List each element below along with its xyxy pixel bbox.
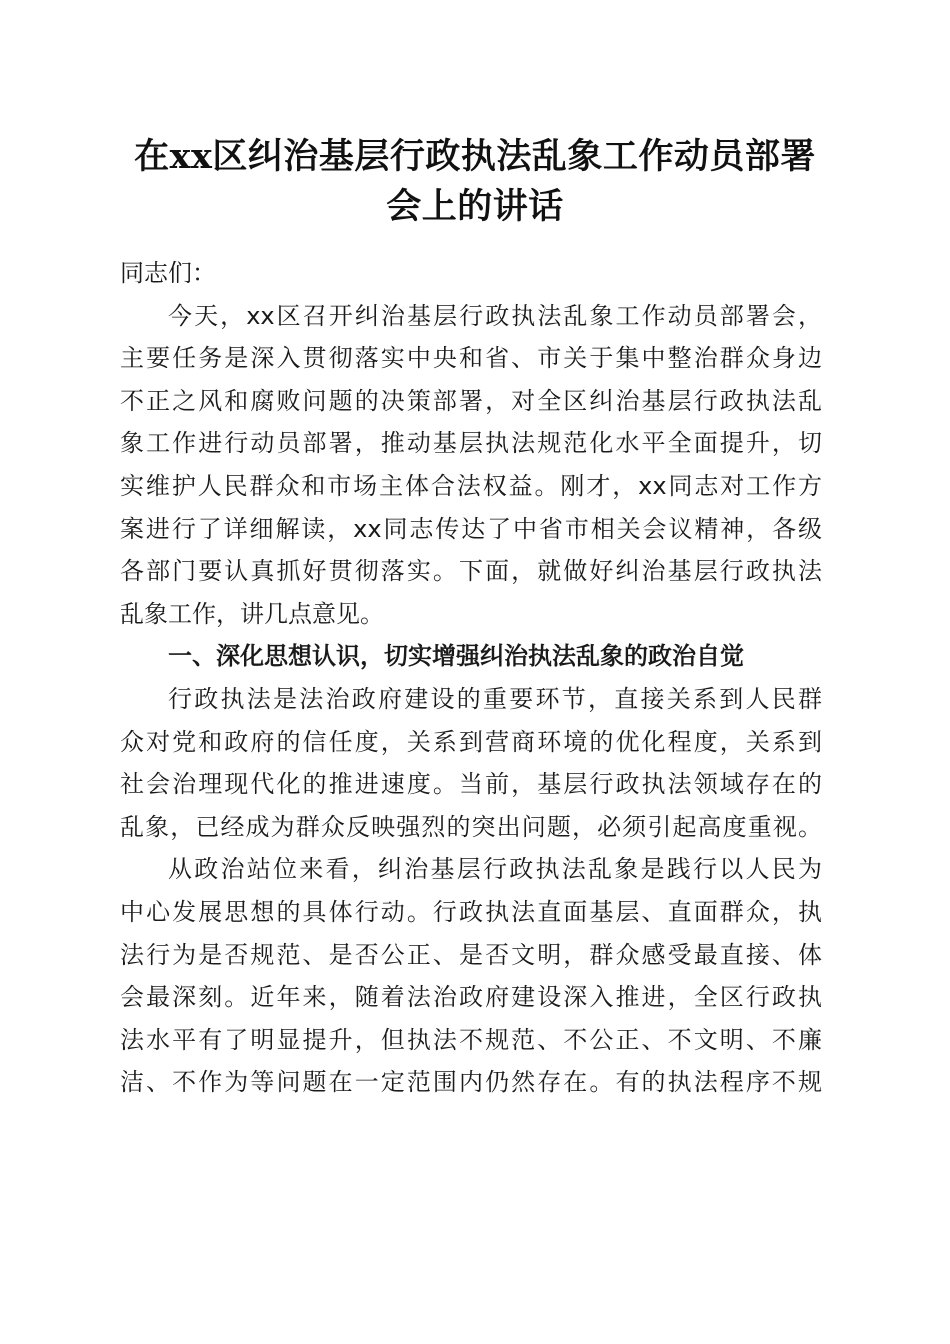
document-title xyxy=(110,132,840,232)
paragraph-line: 案进行了详细解读，xx同志传达了中省市相关会议精神，各级 xyxy=(120,514,822,543)
paragraph-line: 今天，xx区召开纠治基层行政执法乱象工作动员部署会， xyxy=(168,301,822,330)
paragraph-line: 行政执法是法治政府建设的重要环节，直接关系到人民群 xyxy=(168,684,822,713)
paragraph-line: 从政治站位来看，纠治基层行政执法乱象是践行以人民为 xyxy=(168,855,822,884)
paragraph-intro xyxy=(120,295,822,636)
paragraph-line: 洁、不作为等问题在一定范围内仍然存在。有的执法程序不规 xyxy=(120,1068,822,1097)
paragraph-line: 中心发展思想的具体行动。行政执法直面基层、直面群众，执 xyxy=(120,897,822,926)
paragraph-line: 实维护人民群众和市场主体合法权益。刚才，xx同志对工作方 xyxy=(120,471,822,500)
paragraph-line: 主要任务是深入贯彻落实中央和省、市关于集中整治群众身边 xyxy=(120,344,822,373)
salutation: 同志们： xyxy=(120,259,216,287)
paragraph-line: 各部门要认真抓好贯彻落实。下面，就做好纠治基层行政执法 xyxy=(120,557,822,586)
section-heading-1: 一、深化思想认识，切实增强纠治执法乱象的政治自觉 xyxy=(168,642,744,671)
paragraph-line: 法水平有了明显提升，但执法不规范、不公正、不文明、不廉 xyxy=(120,1025,822,1054)
paragraph-line: 会最深刻。近年来，随着法治政府建设深入推进，全区行政执 xyxy=(120,983,822,1012)
paragraph-3 xyxy=(120,848,822,1104)
paragraph-line: 众对党和政府的信任度，关系到营商环境的优化程度，关系到 xyxy=(120,727,822,756)
paragraph-line: 不正之风和腐败问题的决策部署，对全区纠治基层行政执法乱 xyxy=(120,386,822,415)
paragraph-2 xyxy=(120,678,822,848)
paragraph-line: 社会治理现代化的推进速度。当前，基层行政执法领域存在的 xyxy=(120,770,822,799)
paragraph-line: 乱象工作，讲几点意见。 xyxy=(120,599,384,628)
title-line-1: 在xx区纠治基层行政执法乱象工作动员部署 xyxy=(134,136,816,177)
title-line-2: 会上的讲话 xyxy=(386,186,564,227)
paragraph-line: 象工作进行动员部署，推动基层执法规范化水平全面提升，切 xyxy=(120,429,822,458)
paragraph-line: 法行为是否规范、是否公正、是否文明，群众感受最直接、体 xyxy=(120,940,822,969)
paragraph-line: 乱象，已经成为群众反映强烈的突出问题，必须引起高度重视。 xyxy=(120,812,822,841)
document-body xyxy=(120,252,822,1104)
